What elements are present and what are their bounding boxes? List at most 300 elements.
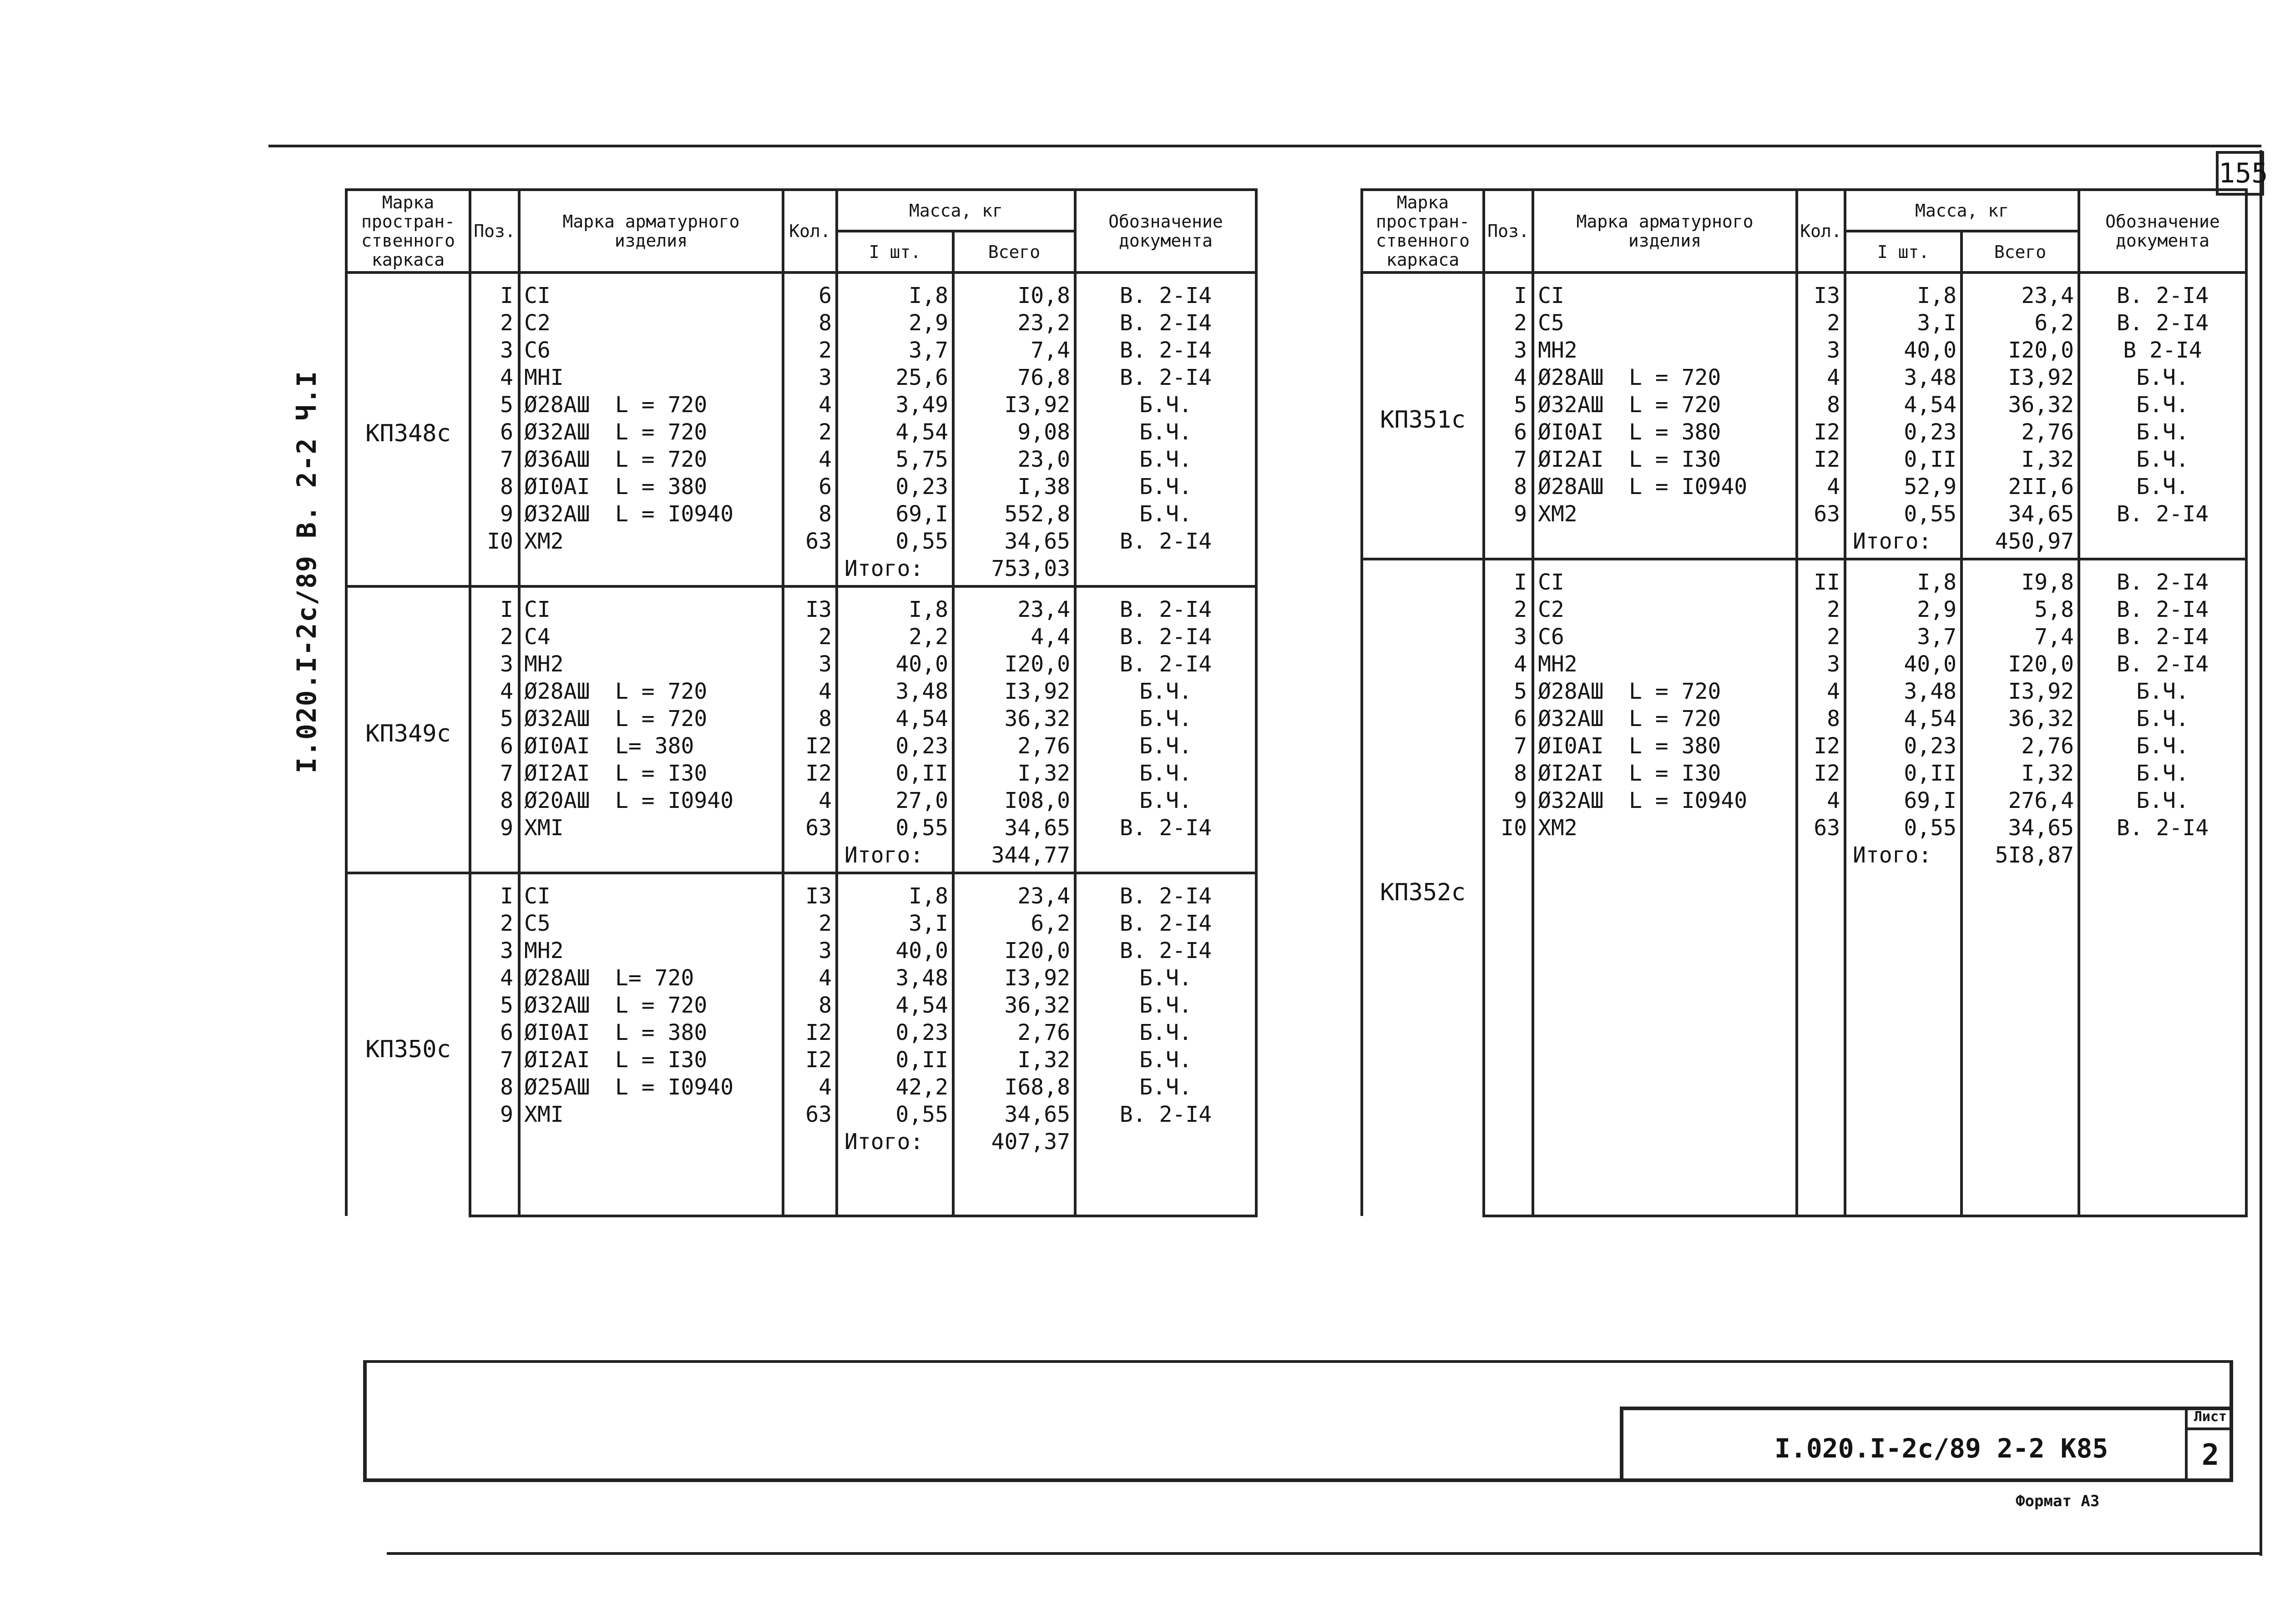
qty-cell: 63 <box>783 1101 837 1128</box>
qty-cell: 2 <box>783 910 837 937</box>
item-mark: Ø32AШ <box>524 419 590 445</box>
qty-cell: 3 <box>783 651 837 678</box>
position-cell: 8 <box>1484 473 1533 500</box>
item-mark: Ø32AШ <box>1538 788 1604 813</box>
item-length: L= 380 <box>615 733 694 759</box>
item-length: L = 720 <box>615 993 708 1018</box>
doc-cell: Б.Ч. <box>1075 760 1256 787</box>
item-mark: ØI2AI <box>1538 761 1604 786</box>
mass-total-cell: I20,0 <box>1962 651 2079 678</box>
item-cell <box>519 309 783 337</box>
qty-cell: 8 <box>1797 391 1845 419</box>
mass-total-cell: 34,65 <box>953 814 1075 842</box>
empty-cell <box>519 1128 783 1216</box>
item-cell <box>1533 787 1797 814</box>
mass-total-cell: 6,2 <box>953 910 1075 937</box>
mass-one-cell: 5,75 <box>837 446 953 473</box>
doc-cell: Б.Ч. <box>1075 732 1256 760</box>
position-cell: 3 <box>470 651 519 678</box>
mass-total-cell: I68,8 <box>953 1074 1075 1101</box>
table-row <box>1362 596 2246 623</box>
mass-one-cell: 69,I <box>837 500 953 528</box>
item-mark: MHI <box>524 365 564 390</box>
mass-one-cell: 0,55 <box>837 814 953 842</box>
doc-cell: Б.Ч. <box>2079 473 2246 500</box>
item-length: L = 380 <box>1629 733 1721 759</box>
mass-one-cell: 2,2 <box>837 623 953 651</box>
mass-one-cell: 3,48 <box>1845 678 1962 705</box>
mass-total-cell: 34,65 <box>1962 500 2079 528</box>
mass-total-cell: 2,76 <box>1962 419 2079 446</box>
position-cell: 9 <box>470 500 519 528</box>
item-cell <box>519 964 783 992</box>
position-cell: I <box>470 272 519 309</box>
item-mark: C6 <box>524 338 551 363</box>
doc-cell: Б.Ч. <box>1075 500 1256 528</box>
mass-one-cell: 40,0 <box>1845 337 1962 364</box>
header-doc: Обозначение документа <box>1075 190 1256 272</box>
position-cell: 9 <box>470 814 519 842</box>
mass-one-cell: 0,23 <box>1845 419 1962 446</box>
total-value: 344,77 <box>953 842 1075 873</box>
item-mark: Ø20AШ <box>524 788 590 813</box>
table-row <box>1362 760 2246 787</box>
table-row <box>346 1046 1256 1074</box>
mass-total-cell: 23,4 <box>953 586 1075 623</box>
item-mark: C2 <box>1538 597 1564 622</box>
doc-cell: Б.Ч. <box>2079 787 2246 814</box>
table-row <box>346 760 1256 787</box>
header-doc: Обозначение документа <box>2079 190 2246 272</box>
mass-one-cell: 0,II <box>837 1046 953 1074</box>
mass-total-cell: I3,92 <box>1962 364 2079 391</box>
mass-one-cell: 0,II <box>1845 446 1962 473</box>
position-cell: 6 <box>470 1019 519 1046</box>
header-qty: Кол. <box>1797 190 1845 272</box>
table-row <box>1362 391 2246 419</box>
item-mark: XM2 <box>524 529 564 554</box>
mass-total-cell: 4,4 <box>953 623 1075 651</box>
mass-total-cell: I20,0 <box>1962 337 2079 364</box>
position-cell: 4 <box>1484 651 1533 678</box>
item-mark: ØI0AI <box>1538 733 1604 759</box>
qty-cell: 8 <box>1797 705 1845 732</box>
empty-cell <box>519 555 783 586</box>
item-length: L = I0940 <box>615 1074 734 1100</box>
position-cell: 4 <box>1484 364 1533 391</box>
table-row <box>346 814 1256 842</box>
table-row <box>1362 473 2246 500</box>
mass-total-cell: 23,2 <box>953 309 1075 337</box>
doc-cell: Б.Ч. <box>2079 419 2246 446</box>
empty-cell <box>470 555 519 586</box>
item-cell <box>519 937 783 964</box>
table-row <box>346 1019 1256 1046</box>
item-mark: Ø32AШ <box>1538 706 1604 731</box>
table-row <box>1362 678 2246 705</box>
empty-cell <box>1075 555 1256 586</box>
item-cell <box>1533 705 1797 732</box>
qty-cell: 2 <box>783 419 837 446</box>
vertical-document-code: I.020.I-2c/89 В. 2-2 Ч.I <box>291 370 322 773</box>
empty-cell <box>1075 842 1256 873</box>
item-mark: XMI <box>524 815 564 841</box>
doc-cell: Б.Ч. <box>1075 678 1256 705</box>
item-cell <box>519 1019 783 1046</box>
mass-total-cell: 36,32 <box>953 705 1075 732</box>
mass-total-cell: I08,0 <box>953 787 1075 814</box>
mass-one-cell: 0,23 <box>1845 732 1962 760</box>
position-cell: 7 <box>470 1046 519 1074</box>
item-cell <box>1533 814 1797 842</box>
table-row <box>346 992 1256 1019</box>
mass-total-cell: I,32 <box>953 1046 1075 1074</box>
item-length: L = 380 <box>615 1020 708 1045</box>
mass-one-cell: 2,9 <box>1845 596 1962 623</box>
total-label: Итого: <box>1845 528 1962 559</box>
doc-cell: Б.Ч. <box>1075 1074 1256 1101</box>
position-cell: 3 <box>1484 337 1533 364</box>
item-length: L = 720 <box>1629 706 1721 731</box>
qty-cell: 4 <box>1797 364 1845 391</box>
mass-total-cell: I3,92 <box>953 964 1075 992</box>
table-row <box>1362 623 2246 651</box>
qty-cell: 4 <box>783 391 837 419</box>
mass-total-cell: 23,4 <box>1962 272 2079 309</box>
table-row <box>346 500 1256 528</box>
qty-cell: I2 <box>1797 760 1845 787</box>
qty-cell: 3 <box>1797 651 1845 678</box>
doc-cell: Б.Ч. <box>2079 705 2246 732</box>
qty-cell: I2 <box>783 732 837 760</box>
empty-cell <box>1533 528 1797 559</box>
total-label: Итого: <box>1845 842 1962 1216</box>
mass-total-cell: I20,0 <box>953 937 1075 964</box>
mass-one-cell: 3,48 <box>837 678 953 705</box>
mass-total-cell: 6,2 <box>1962 309 2079 337</box>
mass-one-cell: 40,0 <box>837 937 953 964</box>
header-pos: Поз. <box>470 190 519 272</box>
position-cell: 2 <box>1484 309 1533 337</box>
doc-cell: Б.Ч. <box>1075 705 1256 732</box>
mass-total-cell: 36,32 <box>1962 391 2079 419</box>
position-cell: I0 <box>470 528 519 555</box>
qty-cell: 2 <box>783 337 837 364</box>
header-mass: Масса, кг <box>1845 190 2079 231</box>
item-mark: MH2 <box>1538 651 1577 677</box>
header-mass-one: I шт. <box>837 231 953 272</box>
doc-cell: Б.Ч. <box>1075 787 1256 814</box>
empty-cell <box>1797 528 1845 559</box>
sheet-label: Лист <box>2185 1407 2233 1430</box>
item-length: L = 720 <box>615 706 708 731</box>
item-length: L = I30 <box>615 761 708 786</box>
qty-cell: 8 <box>783 309 837 337</box>
table-row <box>1362 814 2246 842</box>
mass-one-cell: 0,55 <box>837 1101 953 1128</box>
position-cell: 2 <box>1484 596 1533 623</box>
item-mark: Ø28AШ <box>524 392 590 418</box>
mass-one-cell: 0,23 <box>837 473 953 500</box>
item-cell <box>519 732 783 760</box>
item-cell <box>1533 391 1797 419</box>
mass-one-cell: 4,54 <box>1845 705 1962 732</box>
qty-cell: 63 <box>783 528 837 555</box>
mass-total-cell: 276,4 <box>1962 787 2079 814</box>
doc-cell: Б.Ч. <box>2079 391 2246 419</box>
mass-total-cell: 2,76 <box>1962 732 2079 760</box>
item-cell <box>519 623 783 651</box>
doc-cell: В. 2-I4 <box>2079 623 2246 651</box>
total-row <box>1362 842 2246 1216</box>
position-cell: 5 <box>470 992 519 1019</box>
item-mark: ØI0AI <box>524 733 590 759</box>
doc-cell: Б.Ч. <box>2079 446 2246 473</box>
doc-cell: В. 2-I4 <box>2079 500 2246 528</box>
qty-cell: 4 <box>783 1074 837 1101</box>
qty-cell: 3 <box>783 364 837 391</box>
doc-cell: В 2-I4 <box>2079 337 2246 364</box>
position-cell: 6 <box>470 419 519 446</box>
item-mark: C6 <box>1538 624 1564 650</box>
qty-cell: 4 <box>783 964 837 992</box>
item-cell <box>1533 446 1797 473</box>
mass-total-cell: 7,4 <box>1962 623 2079 651</box>
mass-total-cell: I0,8 <box>953 272 1075 309</box>
position-cell: I <box>1484 272 1533 309</box>
qty-cell: II <box>1797 559 1845 596</box>
mass-one-cell: 4,54 <box>837 705 953 732</box>
position-cell: 5 <box>1484 678 1533 705</box>
total-row <box>346 1128 1256 1216</box>
item-cell <box>519 272 783 309</box>
position-cell: 8 <box>470 787 519 814</box>
item-cell <box>519 814 783 842</box>
item-mark: ØI0AI <box>524 1020 590 1045</box>
mass-one-cell: 0,23 <box>837 1019 953 1046</box>
qty-cell: 4 <box>1797 787 1845 814</box>
item-cell <box>519 787 783 814</box>
total-value: 5I8,87 <box>1962 842 2079 1216</box>
table-row <box>346 873 1256 910</box>
item-mark: C5 <box>1538 310 1564 336</box>
qty-cell: 63 <box>1797 500 1845 528</box>
table-row <box>346 964 1256 992</box>
doc-cell: Б.Ч. <box>1075 419 1256 446</box>
table-row <box>346 1074 1256 1101</box>
mass-one-cell: I,8 <box>837 586 953 623</box>
qty-cell: I3 <box>783 873 837 910</box>
doc-cell: Б.Ч. <box>2079 732 2246 760</box>
item-cell <box>1533 473 1797 500</box>
mass-total-cell: 23,0 <box>953 446 1075 473</box>
table-row <box>1362 732 2246 760</box>
mass-one-cell: 0,55 <box>1845 814 1962 842</box>
item-cell <box>519 1046 783 1074</box>
item-length: L = 720 <box>615 447 708 472</box>
table-row <box>346 678 1256 705</box>
spec-table-right-body <box>1362 272 2246 1216</box>
item-cell <box>1533 337 1797 364</box>
mass-one-cell: I,8 <box>1845 272 1962 309</box>
qty-cell: 4 <box>783 787 837 814</box>
doc-cell: В. 2-I4 <box>1075 364 1256 391</box>
mass-one-cell: 3,48 <box>837 964 953 992</box>
doc-cell: В. 2-I4 <box>1075 272 1256 309</box>
item-length: L = I0940 <box>1629 474 1748 499</box>
item-cell <box>519 586 783 623</box>
item-mark: C2 <box>524 310 551 336</box>
qty-cell: 3 <box>1797 337 1845 364</box>
item-length: L = 720 <box>1629 679 1721 704</box>
position-cell: 4 <box>470 964 519 992</box>
mass-one-cell: 42,2 <box>837 1074 953 1101</box>
total-label: Итого: <box>837 842 953 873</box>
item-cell <box>519 337 783 364</box>
item-cell <box>1533 623 1797 651</box>
position-cell: 2 <box>470 910 519 937</box>
item-mark: Ø28AШ <box>1538 474 1604 499</box>
qty-cell: I2 <box>783 1019 837 1046</box>
table-row <box>1362 337 2246 364</box>
doc-cell: В. 2-I4 <box>1075 937 1256 964</box>
table-row <box>346 910 1256 937</box>
mass-total-cell: 7,4 <box>953 337 1075 364</box>
table-row <box>346 937 1256 964</box>
mass-one-cell: 0,II <box>1845 760 1962 787</box>
item-length: L = 720 <box>615 419 708 445</box>
item-mark: Ø25AШ <box>524 1074 590 1100</box>
qty-cell: 63 <box>1797 814 1845 842</box>
mass-total-cell: I,32 <box>1962 446 2079 473</box>
qty-cell: 8 <box>783 705 837 732</box>
item-mark: CI <box>524 883 551 909</box>
position-cell: 8 <box>470 473 519 500</box>
mass-total-cell: 36,32 <box>1962 705 2079 732</box>
position-cell: 5 <box>470 391 519 419</box>
sheet-number: 155 <box>2216 151 2264 196</box>
mass-total-cell: I20,0 <box>953 651 1075 678</box>
item-mark: ØI0AI <box>524 474 590 499</box>
doc-cell: Б.Ч. <box>1075 391 1256 419</box>
position-cell: I <box>1484 559 1533 596</box>
item-mark: ØI2AI <box>524 761 590 786</box>
doc-cell: В. 2-I4 <box>1075 910 1256 937</box>
item-mark: XMI <box>524 1102 564 1127</box>
item-mark: CI <box>1538 570 1564 595</box>
doc-cell: В. 2-I4 <box>2079 596 2246 623</box>
empty-cell <box>1484 842 1533 1216</box>
item-cell <box>1533 760 1797 787</box>
position-cell: I <box>470 586 519 623</box>
mass-one-cell: 25,6 <box>837 364 953 391</box>
header-mass-one: I шт. <box>1845 231 1962 272</box>
item-mark: Ø28AШ <box>524 965 590 991</box>
item-mark: C4 <box>524 624 551 650</box>
doc-cell: В. 2-I4 <box>2079 272 2246 309</box>
qty-cell: I2 <box>1797 732 1845 760</box>
frame-mark: КП350с <box>346 873 470 1216</box>
item-mark: Ø28AШ <box>1538 365 1604 390</box>
mass-total-cell: 76,8 <box>953 364 1075 391</box>
total-value: 753,03 <box>953 555 1075 586</box>
position-cell: 6 <box>1484 705 1533 732</box>
item-cell <box>519 873 783 910</box>
header-qty: Кол. <box>783 190 837 272</box>
item-length: L = I30 <box>1629 761 1721 786</box>
qty-cell: I2 <box>1797 419 1845 446</box>
item-cell <box>519 651 783 678</box>
empty-cell <box>1533 842 1797 1216</box>
table-row <box>1362 500 2246 528</box>
doc-cell: Б.Ч. <box>1075 964 1256 992</box>
bottom-rule <box>387 1552 2261 1555</box>
item-cell <box>1533 272 1797 309</box>
total-label: Итого: <box>837 555 953 586</box>
mass-total-cell: I3,92 <box>953 678 1075 705</box>
qty-cell: I2 <box>783 760 837 787</box>
item-mark: Ø32AШ <box>524 706 590 731</box>
mass-total-cell: 34,65 <box>953 1101 1075 1128</box>
doc-cell: В. 2-I4 <box>1075 309 1256 337</box>
item-mark: ØI2AI <box>1538 447 1604 472</box>
header-mass: Масса, кг <box>837 190 1075 231</box>
empty-cell <box>783 1128 837 1216</box>
item-cell <box>1533 500 1797 528</box>
qty-cell: 6 <box>783 272 837 309</box>
item-cell <box>519 760 783 787</box>
doc-cell: В. 2-I4 <box>1075 586 1256 623</box>
mass-one-cell: 4,54 <box>1845 391 1962 419</box>
doc-cell: В. 2-I4 <box>2079 814 2246 842</box>
item-mark: C5 <box>524 911 551 936</box>
empty-cell <box>2079 528 2246 559</box>
mass-total-cell: 36,32 <box>953 992 1075 1019</box>
item-cell <box>1533 596 1797 623</box>
item-mark: Ø28AШ <box>524 679 590 704</box>
position-cell: 5 <box>470 705 519 732</box>
mass-total-cell: 9,08 <box>953 419 1075 446</box>
doc-cell: Б.Ч. <box>1075 446 1256 473</box>
mass-one-cell: 0,II <box>837 760 953 787</box>
mass-one-cell: 4,54 <box>837 992 953 1019</box>
mass-one-cell: 3,7 <box>1845 623 1962 651</box>
position-cell: 8 <box>1484 760 1533 787</box>
mass-one-cell: 3,48 <box>1845 364 1962 391</box>
qty-cell: 2 <box>1797 623 1845 651</box>
item-length: L = 720 <box>615 392 708 418</box>
item-cell <box>1533 678 1797 705</box>
qty-cell: 6 <box>783 473 837 500</box>
table-row <box>1362 651 2246 678</box>
position-cell: 7 <box>470 760 519 787</box>
item-length: L = 720 <box>615 679 708 704</box>
item-cell <box>519 705 783 732</box>
item-mark: MH2 <box>1538 338 1577 363</box>
doc-cell: Б.Ч. <box>2079 760 2246 787</box>
qty-cell: 4 <box>1797 678 1845 705</box>
mass-one-cell: 52,9 <box>1845 473 1962 500</box>
doc-cell: В. 2-I4 <box>1075 651 1256 678</box>
table-row <box>1362 446 2246 473</box>
empty-cell <box>783 555 837 586</box>
doc-cell: Б.Ч. <box>1075 1046 1256 1074</box>
total-value: 450,97 <box>1962 528 2079 559</box>
qty-cell: 63 <box>783 814 837 842</box>
position-cell: 3 <box>470 937 519 964</box>
item-cell <box>519 500 783 528</box>
mass-total-cell: 34,65 <box>1962 814 2079 842</box>
